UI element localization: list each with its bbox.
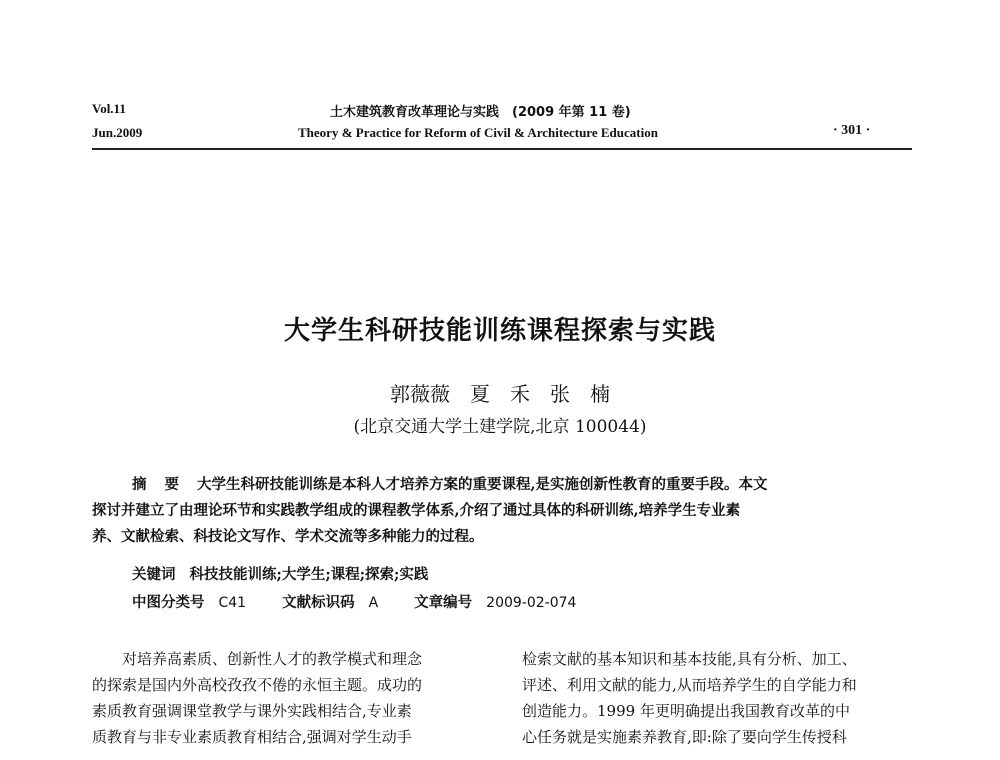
journal-title-english: Theory & Practice for Reform of Civil & Architecture Education bbox=[298, 125, 658, 140]
issue-date: Jun.2009 bbox=[92, 125, 143, 140]
body-line: 评述、利用文献的能力,从而培养学生的自学能力和 bbox=[522, 676, 857, 694]
body-line: 对培养高素质、创新性人才的教学模式和理念 bbox=[92, 650, 423, 668]
abstract-label bbox=[132, 477, 179, 493]
body-line: 检索文献的基本知识和基本技能,具有分析、加工、 bbox=[522, 650, 857, 668]
journal-title-chinese: 土木建筑教育改革理论与实践 (2009 年第 11 卷) bbox=[330, 105, 631, 120]
body-line: 创造能力。1999 年更明确提出我国教育改革的中 bbox=[522, 702, 850, 720]
article-authors: 郭薇薇 夏 禾 张 楠 bbox=[390, 382, 610, 406]
header-rule bbox=[92, 148, 912, 150]
abstract-line: 探讨并建立了由理论环节和实践教学组成的课程教学体系,介绍了通过具体的科研训练,培养学生专业素 bbox=[92, 502, 741, 519]
body-line: 的探索是国内外高校孜孜不倦的永恒主题。成功的 bbox=[92, 676, 423, 694]
body-line: 心任务就是实施素养教育,即:除了要向学生传授科 bbox=[522, 728, 847, 746]
body-line: 质教育与非专业素质教育相结合,强调对学生动手 bbox=[92, 728, 412, 746]
body-column-left bbox=[92, 646, 490, 750]
doc-code-value: A bbox=[368, 595, 379, 611]
abstract-label-char-1: 摘 bbox=[132, 477, 147, 493]
article-title: 大学生科研技能训练课程探索与实践 bbox=[283, 316, 716, 346]
body-column-right bbox=[522, 646, 920, 750]
clc-label: 中图分类号 bbox=[132, 595, 205, 611]
keywords-value: 科技技能训练;大学生;课程;探索;实践 bbox=[189, 566, 429, 583]
article-number-label: 文章编号 bbox=[414, 595, 473, 611]
body-line: 素质教育强调课堂教学与课外实践相结合,专业素 bbox=[92, 702, 412, 720]
clc-value: C41 bbox=[218, 595, 247, 611]
classification-line bbox=[132, 590, 954, 616]
article-number-value: 2009-02-074 bbox=[486, 595, 577, 611]
page-number: · 301 · bbox=[833, 123, 871, 138]
volume-label: Vol.11 bbox=[92, 101, 126, 116]
author-affiliation: (北京交通大学土建学院,北京 100044) bbox=[353, 417, 647, 437]
keywords-label: 关键词 bbox=[132, 567, 176, 583]
doc-code-label: 文献标识码 bbox=[282, 595, 355, 611]
abstract bbox=[92, 472, 914, 550]
abstract-line: 大学生科研技能训练是本科人才培养方案的重要课程,是实施创新性教育的重要手段。本文 bbox=[197, 476, 768, 493]
keywords bbox=[132, 562, 954, 588]
abstract-label-char-2: 要 bbox=[164, 477, 179, 493]
abstract-line: 养、文献检索、科技论文写作、学术交流等多种能力的过程。 bbox=[92, 528, 484, 545]
